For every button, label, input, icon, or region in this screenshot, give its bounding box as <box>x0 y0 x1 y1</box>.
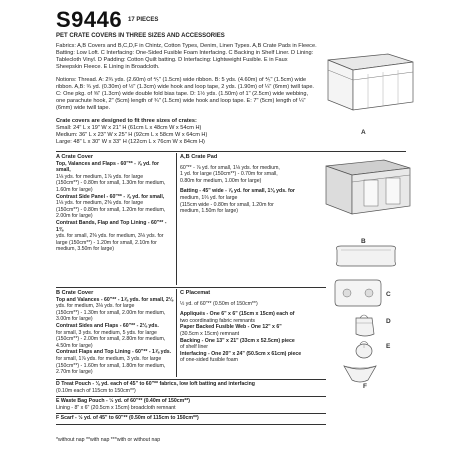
yardage-line: yds. for small, 2⅜ yds. for medium, 3⅛ yds. for <box>56 233 164 240</box>
pattern-number: S9446 <box>56 7 123 32</box>
yardage-line: 1⅛ yds. for medium, 2⅜ yds. for large <box>56 200 144 207</box>
yardage-line: D Treat Pouch - ⅛ yd. each of 45" to 60"** fabrics, low loft batting and interfacing <box>56 381 255 387</box>
section-divider <box>56 151 406 152</box>
yardage-line: 2.70m for large) <box>56 369 93 376</box>
yardage-line: for small, 1⅞ yds. for medium, 3 yds. for large <box>56 355 162 362</box>
notions-line: (6mm) wide twill tape. <box>56 105 111 111</box>
crate-cover-a-sketch <box>318 50 418 130</box>
yardage-line: Contrast Sides and Flaps - 60"** - 2⅛ yds. <box>56 322 159 329</box>
yardage-line: Lining - 8" x 6" (20.5cm x 15cm) broadcloth remnant <box>56 404 176 411</box>
pattern-subtitle: PET CRATE COVERS IN THREE SIZES AND ACCESSORIES <box>56 33 225 39</box>
e-waste-bag-section <box>56 398 336 411</box>
view-letter-b: B <box>361 238 366 245</box>
yardage-line: 1 yd. for large (150cm**) - 0.70m for small, <box>180 171 278 178</box>
fabrics-line: Fabrics: A,B Covers and B,C,D,F in Chintz, Cotton Types, Denim, Linen Types. A,B Crate Pads in Fleece. <box>56 43 317 49</box>
yardage-line: large (150cm**) - 1.20m for small, 2.10m for <box>56 239 157 246</box>
notions-line: Notions: Thread. A: 2¾ yds. (2.60m) of ⅘" (1.5cm) wide ribbon. B: 5 yds. (4.60m) of ⅘" (1.5cm) wide <box>56 77 307 83</box>
yardage-line: (150cm**) - 2.00m for small, 2.80m for medium, <box>56 336 166 343</box>
notions-line: ribbon. A,B: ¾ yd. (0.30m) of ½" (1.3cm) wide hook and loop tape, 2 yds. (1.90m) of ¼" (6mm) twill tape. <box>56 84 314 90</box>
yardage-line: Interfacing - One 20" x 24" (50.5cm x 61cm) piece <box>180 350 302 357</box>
waste-bag-e-sketch <box>352 338 376 360</box>
yardage-line: 2.00m for large) <box>56 213 93 220</box>
yardage-line: Contrast Side Panel - 60"** - ⅞ yd. for small, <box>56 193 165 200</box>
yardage-line: 0.80m for medium, 1.00m for large) <box>180 177 262 184</box>
fabrics-line: Tablecloth Vinyl. D Padding: Cotton Quilt batting. D Interfacing: Lightweight Fusible. E in Faux <box>56 57 288 63</box>
yardage-line: (150cm**) - 1.30m for small, 2.00m for medium, <box>56 309 166 316</box>
notions-line: one parachute hook, 2" (5cm) length of ¾" (1.5cm) wide hook and loop tape. E: 7" (5cm) length of ¼" <box>56 98 306 104</box>
fabrics-paragraph <box>56 43 356 71</box>
yardage-line: Top and Valances - 60"** - 1⅞ yds. for small, 2⅛ <box>56 296 174 303</box>
section-title: A,B Crate Pad <box>180 154 218 160</box>
section-title: A Crate Cover <box>56 154 94 160</box>
crate-pad-sketch <box>331 244 401 268</box>
section-title: C Placemat <box>180 290 211 296</box>
yardage-line: (150cm**) - 1.60m for small, 1.80m for medium, <box>56 362 166 369</box>
yardage-line: (150cm**) - 0.80m for small, 1.30m for medium, <box>56 180 166 187</box>
yardage-line: (115cm wide - 0.80m for small, 1.20m for <box>180 201 274 208</box>
view-letter-e: E <box>386 343 391 350</box>
notions-paragraph <box>56 77 356 112</box>
yardage-line: Appliqués - One 6" x 6" (15cm x 15cm) each of <box>180 311 295 318</box>
section-divider <box>56 396 326 397</box>
column-divider <box>176 153 177 285</box>
section-divider <box>56 287 326 288</box>
yardage-line: 1.60m for large) <box>56 186 93 193</box>
section-divider <box>56 413 326 414</box>
yardage-line: medium, 1.50m for large) <box>180 208 238 215</box>
yardage-line: two coordinating fabric remnants <box>180 317 255 324</box>
placemat-c-sketch <box>333 278 383 308</box>
yardage-line: (30.5cm x 15cm) remnant <box>180 330 240 337</box>
section-title: B Crate Cover <box>56 290 94 296</box>
yardage-line: ½ yd. of 60"** (0.50m of 150cm**) <box>180 300 258 307</box>
crate-sizes <box>56 118 256 146</box>
view-letter-f: F <box>363 383 367 390</box>
yardage-line: (0.10m each of 115cm to 150cm**) <box>56 387 136 394</box>
nap-footnote: *without nap **with nap ***with or without nap <box>56 437 161 443</box>
yardage-line: for small, 3 yds. for medium, 5 yds. for large <box>56 329 157 336</box>
yardage-line: 1⅛ yds. for medium, 1⅞ yds. for large <box>56 173 144 180</box>
yardage-line: 60"** - ⅞ yd. for small, 1⅛ yds. for medium, <box>180 164 280 171</box>
pieces-count: 17 PIECES <box>128 17 159 23</box>
crate-cover-b-sketch <box>316 156 416 232</box>
size-small: Small: 24" L x 19" W x 21" H (61cm L x 48cm W x 54cm H) <box>56 125 202 131</box>
section-divider <box>56 424 326 425</box>
yardage-line: 3.00m for large) <box>56 316 93 323</box>
yardage-line: of one-sided fusible foam <box>180 357 238 364</box>
yardage-line: of shelf liner <box>180 344 208 351</box>
yardage-line: Paper Backed Fusible Web - One 12" x 6" <box>180 324 282 331</box>
yardage-line: (150cm**) - 0.80m for small, 1.20m for medium, <box>56 206 166 213</box>
column-divider <box>176 289 177 377</box>
yardage-line: F Scarf - ½ yd. of 45" to 60"** (0.50m of 115cm to 150cm**) <box>56 415 199 421</box>
yardage-line: medium, 1⅔ yd. for large <box>180 194 238 201</box>
b-crate-cover-section <box>56 290 174 376</box>
c-placemat-section <box>180 290 320 364</box>
a-crate-cover-section <box>56 154 174 253</box>
section-divider <box>56 379 326 380</box>
fabrics-line: Batting: Low Loft. C Interfacing: One-Sided Fusible Foam Interfacing. C Backing in Shelf Liner. D Lining: <box>56 50 314 56</box>
sizes-intro: Crate covers are designed to fit three sizes of crates: <box>56 118 197 124</box>
notions-line: C: One pkg. of ⅝" (1.3cm) wide double fold bias tape. D: 1½ yds. (1.50m) of 1" (2.5cm) wide webbing, <box>56 91 309 97</box>
treat-pouch-d-sketch <box>350 312 380 338</box>
f-scarf-section <box>56 415 336 422</box>
scarf-f-sketch <box>342 362 378 384</box>
view-letter-c: C <box>386 291 391 298</box>
yardage-line: Backing - One 13" x 21" (33cm x 52.5cm) piece <box>180 337 295 344</box>
yardage-line: Batting - 45" wide - ⅞ yd. for small, 1⅛ yds. for <box>180 188 295 195</box>
view-letter-d: D <box>386 318 391 325</box>
yardage-line: yds. for medium, 3⅛ yds. for large <box>56 303 135 310</box>
view-letter-a: A <box>361 129 366 136</box>
yardage-line: Contrast Flaps and Top Lining - 60"** - 1⅞ yds. <box>56 349 172 356</box>
size-large: Large: 48" L x 30" W x 33" H (122cm L x 76cm W x 84cm H) <box>56 139 205 145</box>
size-medium: Medium: 36" L x 23" W x 25" H (92cm L x 58cm W x 64cm H) <box>56 132 208 138</box>
fabrics-line: Sheepskin Fleece. E Lining in Broadcloth. <box>56 64 160 70</box>
ab-crate-pad-section <box>180 154 306 215</box>
yardage-line: medium, 3.50m for large) <box>56 246 114 253</box>
yardage-line: 4.50m for large) <box>56 342 93 349</box>
yardage-line: Contrast Bands, Flap and Top Lining - 60"** - 1⅜ <box>56 219 167 233</box>
yardage-line: E Waste Bag Pouch - ½ yd. of 60"** (0.40m of 150cm**) <box>56 398 191 404</box>
yardage-line: Top, Valances and Flaps - 60"** - ⅞ yd. for small, <box>56 160 159 174</box>
d-treat-pouch-section <box>56 381 336 394</box>
